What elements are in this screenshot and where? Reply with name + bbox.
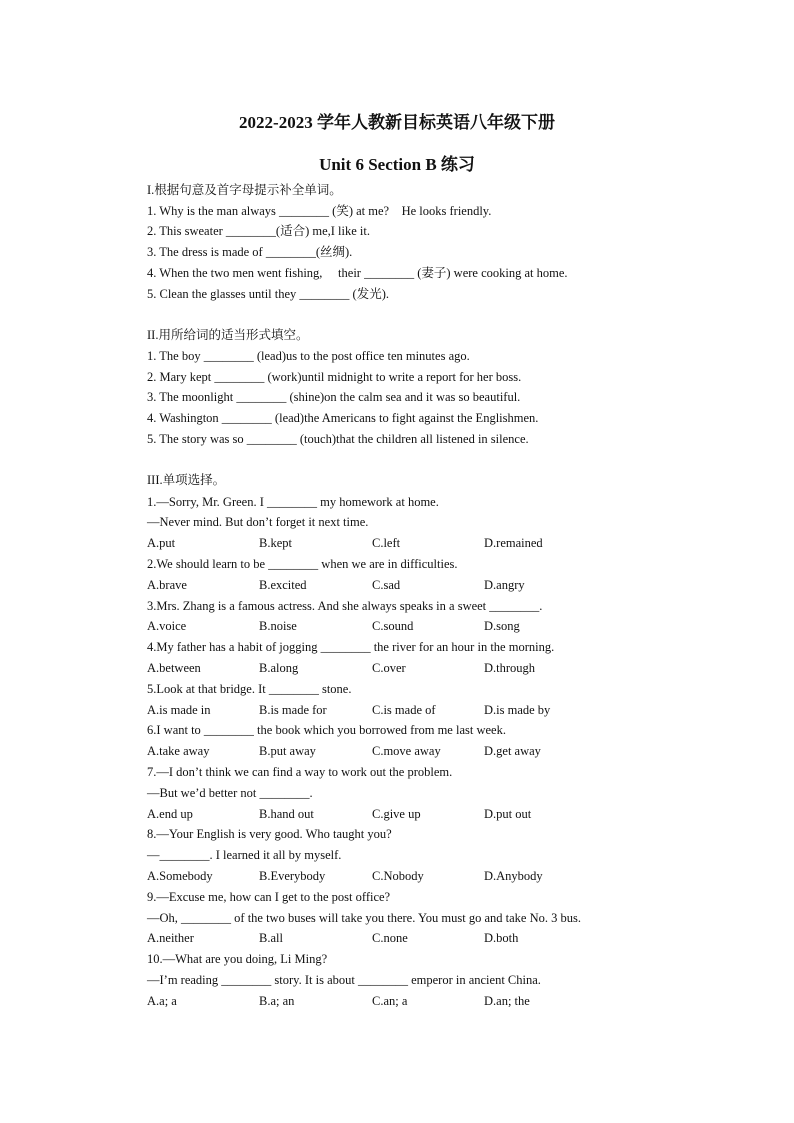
section-1-item: 2. This sweater ________(适合) me,I like it. <box>147 224 370 238</box>
option-a: A.between <box>147 661 201 675</box>
option-c: C.left <box>372 536 401 550</box>
option-b: B.kept <box>259 536 292 550</box>
option-b: B.noise <box>259 619 297 633</box>
option-d: D.remained <box>484 536 543 550</box>
section-1-item: 5. Clean the glasses until they ________ (发光). <box>147 287 389 301</box>
question-stem: 8.—Your English is very good. Who taught you? <box>147 827 392 841</box>
option-b: B.all <box>259 931 283 945</box>
question-stem: 5.Look at that bridge. It ________ stone. <box>147 682 352 696</box>
section-2-heading: II.用所给词的适当形式填空。 <box>147 328 309 342</box>
option-c: C.over <box>372 661 406 675</box>
option-b: B.is made for <box>259 703 327 717</box>
question-stem-reply: —But we’d better not ________. <box>147 786 313 800</box>
option-c: C.none <box>372 931 408 945</box>
section-1-item: 4. When the two men went fishing, their ________ (妻子) were cooking at home. <box>147 266 568 280</box>
option-b: B.Everybody <box>259 869 326 883</box>
section-2-item: 4. Washington ________ (lead)the Americans to fight against the Englishmen. <box>147 411 539 425</box>
option-a: A.take away <box>147 744 210 758</box>
section-2-item: 5. The story was so ________ (touch)that the children all listened in silence. <box>147 432 529 446</box>
option-d: D.angry <box>484 578 525 592</box>
option-d: D.song <box>484 619 520 633</box>
question-stem: 10.—What are you doing, Li Ming? <box>147 952 328 966</box>
section-2-item: 1. The boy ________ (lead)us to the post office ten minutes ago. <box>147 349 470 363</box>
question-stem: 1.—Sorry, Mr. Green. I ________ my homework at home. <box>147 495 439 509</box>
option-c: C.give up <box>372 807 421 821</box>
option-b: B.along <box>259 661 299 675</box>
section-3-heading: III.单项选择。 <box>147 473 226 487</box>
option-d: D.an; the <box>484 994 530 1008</box>
question-stem: 7.—I don’t think we can find a way to work out the problem. <box>147 765 453 779</box>
option-b: B.excited <box>259 578 307 592</box>
option-a: A.brave <box>147 578 187 592</box>
option-b: B.hand out <box>259 807 314 821</box>
question-stem-reply: —Never mind. But don’t forget it next time. <box>147 515 369 529</box>
option-b: B.put away <box>259 744 316 758</box>
question-stem: 3.Mrs. Zhang is a famous actress. And she always speaks in a sweet ________. <box>147 599 543 613</box>
question-stem-reply: —________. I learned it all by myself. <box>147 848 342 862</box>
question-stem: 9.—Excuse me, how can I get to the post office? <box>147 890 391 904</box>
option-c: C.move away <box>372 744 441 758</box>
section-1-item: 3. The dress is made of ________(丝绸). <box>147 245 353 259</box>
option-c: C.sad <box>372 578 401 592</box>
option-a: A.Somebody <box>147 869 213 883</box>
option-b: B.a; an <box>259 994 295 1008</box>
section-1-heading: I.根据句意及首字母提示补全单词。 <box>147 183 342 197</box>
question-stem-reply: —I’m reading ________ story. It is about ________ emperor in ancient China. <box>147 973 541 987</box>
page-subtitle: Unit 6 Section B 练习 <box>319 155 475 174</box>
option-d: D.through <box>484 661 536 675</box>
section-2-item: 3. The moonlight ________ (shine)on the calm sea and it was so beautiful. <box>147 390 521 404</box>
option-d: D.both <box>484 931 519 945</box>
option-a: A.voice <box>147 619 187 633</box>
option-d: D.Anybody <box>484 869 543 883</box>
section-2-item: 2. Mary kept ________ (work)until midnight to write a report for her boss. <box>147 370 522 384</box>
option-a: A.a; a <box>147 994 177 1008</box>
section-1-item: 1. Why is the man always ________ (笑) at me? He looks friendly. <box>147 204 492 218</box>
question-stem: 4.My father has a habit of jogging ________ the river for an hour in the morning. <box>147 640 555 654</box>
option-a: A.end up <box>147 807 193 821</box>
question-stem: 6.I want to ________ the book which you borrowed from me last week. <box>147 723 506 737</box>
option-c: C.Nobody <box>372 869 424 883</box>
option-a: A.neither <box>147 931 194 945</box>
question-stem: 2.We should learn to be ________ when we are in difficulties. <box>147 557 458 571</box>
option-c: C.is made of <box>372 703 436 717</box>
option-a: A.is made in <box>147 703 211 717</box>
question-stem-reply: —Oh, ________ of the two buses will take you there. You must go and take No. 3 bus. <box>147 911 581 925</box>
option-c: C.sound <box>372 619 414 633</box>
option-c: C.an; a <box>372 994 408 1008</box>
option-d: D.get away <box>484 744 541 758</box>
page-title: 2022-2023 学年人教新目标英语八年级下册 <box>239 113 555 132</box>
option-d: D.is made by <box>484 703 551 717</box>
option-a: A.put <box>147 536 176 550</box>
option-d: D.put out <box>484 807 532 821</box>
